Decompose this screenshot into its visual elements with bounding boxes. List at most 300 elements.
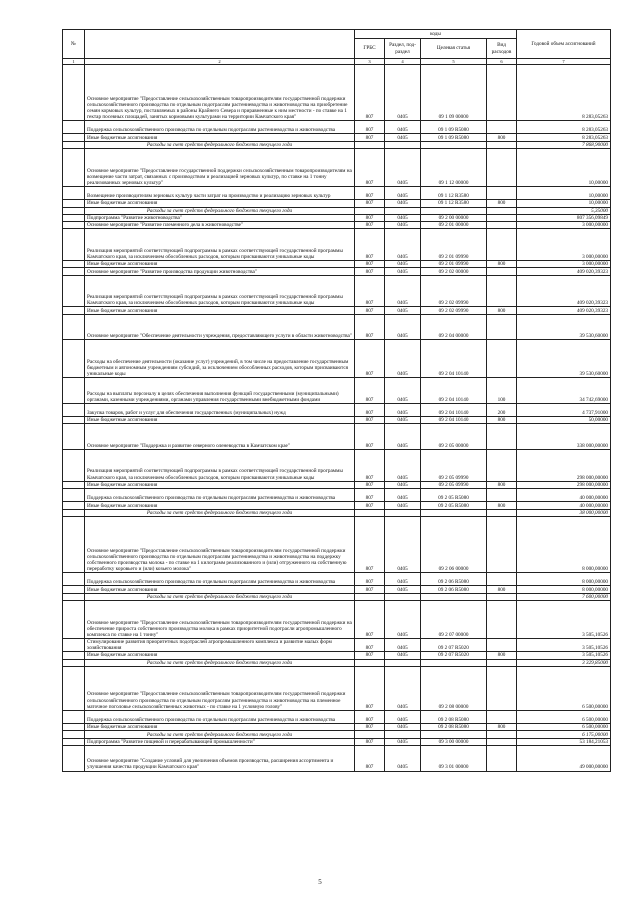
table-row	[63, 573, 611, 586]
amount-cell: 8 000,00000	[517, 516, 611, 572]
table-row	[63, 222, 611, 229]
num-cell	[63, 509, 85, 516]
razdel-cell: 0405	[385, 307, 421, 314]
amount-cell: 40 000,00000	[517, 502, 611, 509]
num-cell	[63, 340, 85, 378]
amount-cell: 6 175,00000	[517, 731, 611, 738]
table-row	[63, 134, 611, 141]
table-row	[63, 724, 611, 731]
description-cell: Основное мероприятие "Предоставление государственной поддержки сельскохозяйственным товаропроизводителям на возмещение части затрат, связанных с производством и реализацией зерновых культур, по ставке на 1 тонну реализованных зерновых культур"	[85, 149, 355, 187]
amount-cell: 7 600,00000	[517, 593, 611, 600]
table-row	[63, 666, 611, 710]
razdel-cell: 0405	[385, 268, 421, 275]
expense-type-cell	[487, 731, 517, 738]
expense-type-cell	[487, 275, 517, 307]
table-row	[63, 638, 611, 651]
razdel-cell: 0405	[385, 449, 421, 481]
expense-type-cell: 800	[487, 134, 517, 141]
num-cell	[63, 214, 85, 221]
description-cell: Основное мероприятие "Развитие производства продукции животноводства"	[85, 268, 355, 275]
grbs-cell: 807	[355, 745, 385, 771]
header-annual-volume: Годовой объем ассигнований	[517, 30, 611, 59]
target-article-cell	[421, 141, 487, 148]
grbs-cell: 807	[355, 481, 385, 488]
expense-type-cell	[487, 149, 517, 187]
target-article-cell: 09 2 06 R5080	[421, 573, 487, 586]
num-cell	[63, 659, 85, 666]
grbs-cell: 807	[355, 121, 385, 134]
num-cell	[63, 573, 85, 586]
grbs-cell: 807	[355, 724, 385, 731]
amount-cell: 6 500,00000	[517, 666, 611, 710]
grbs-cell: 807	[355, 261, 385, 268]
razdel-cell: 0405	[385, 652, 421, 659]
amount-cell: 409 020,39323	[517, 275, 611, 307]
col-index: 6	[487, 59, 517, 65]
expense-type-cell	[487, 229, 517, 261]
razdel-cell: 0405	[385, 424, 421, 450]
amount-cell: 3 505,10526	[517, 652, 611, 659]
target-article-cell	[421, 659, 487, 666]
grbs-cell: 807	[355, 738, 385, 745]
amount-cell: 10,00000	[517, 186, 611, 199]
expense-type-cell: 800	[487, 307, 517, 314]
num-cell	[63, 449, 85, 481]
description-cell: Реализация мероприятий соответствующей подпрограммы в рамках соответствующей государственной программы Камчатского края, за исключением обособленных расходов, которым присваиваются уникальные коды	[85, 449, 355, 481]
table-row	[63, 268, 611, 275]
description-cell: Расходы на обеспечение деятельности (оказание услуг) учреждений, в том числе на предоставление государственным бюджетным и автономным учреждениям субсидий, за исключением обособленных расходов, которым присваиваются уникальные коды	[85, 340, 355, 378]
table-row	[63, 307, 611, 314]
table-row	[63, 141, 611, 148]
grbs-cell: 807	[355, 488, 385, 501]
description-cell: Основное мероприятие "Предоставление сельскохозяйственным товаропроизводителям государственной поддержки сельскохозяйственного производства по отдельным подотраслям растениеводства и животноводства на поддержку собственного производства молока - по ставке на 1 килограмм реализованного и (или) отгруженного на собственную переработку коровьего и (или) козьего молока"	[85, 516, 355, 572]
table-row	[63, 481, 611, 488]
description-cell: Реализация мероприятий соответствующей подпрограммы в рамках соответствующей государственной программы Камчатского края, за исключением обособленных расходов, которым присваиваются уникальные коды	[85, 275, 355, 307]
target-article-cell	[421, 207, 487, 214]
amount-cell: 8 283,05263	[517, 121, 611, 134]
grbs-cell: 807	[355, 666, 385, 710]
table-row	[63, 314, 611, 340]
razdel-cell: 0405	[385, 417, 421, 424]
target-article-cell: 09 1 09 R5080	[421, 134, 487, 141]
expense-type-cell	[487, 738, 517, 745]
expense-type-cell	[487, 488, 517, 501]
description-cell: Подпрограмма "Развитие животноводства"	[85, 214, 355, 221]
budget-table	[62, 29, 611, 772]
expense-type-cell: 800	[487, 200, 517, 207]
target-article-cell: 09 2 01 00000	[421, 222, 487, 229]
target-article-cell: 09 2 08 R5080	[421, 710, 487, 723]
description-cell: Иные бюджетные ассигнования	[85, 307, 355, 314]
header-codes: коды	[355, 30, 517, 39]
num-cell	[63, 378, 85, 404]
amount-cell: 3 505,10526	[517, 638, 611, 651]
header-razdel: Раздел, под-раздел	[385, 39, 421, 59]
description-cell: Подпрограмма "Развитие пищевой и перерабатывающей промышленности"	[85, 738, 355, 745]
amount-cell: 7 868,90000	[517, 141, 611, 148]
table-row	[63, 738, 611, 745]
grbs-cell: 807	[355, 638, 385, 651]
num-cell	[63, 481, 85, 488]
grbs-cell: 807	[355, 314, 385, 340]
target-article-cell: 09 2 04 10140	[421, 417, 487, 424]
target-article-cell: 09 2 05 R5080	[421, 502, 487, 509]
num-cell	[63, 666, 85, 710]
description-cell: Иные бюджетные ассигнования	[85, 417, 355, 424]
table-row	[63, 509, 611, 516]
target-article-cell: 09 1 09 R5080	[421, 121, 487, 134]
table-row	[63, 149, 611, 187]
num-cell	[63, 724, 85, 731]
num-cell	[63, 417, 85, 424]
table-row	[63, 488, 611, 501]
razdel-cell: 0405	[385, 222, 421, 229]
table-row	[63, 502, 611, 509]
target-article-cell: 09 2 08 R5080	[421, 724, 487, 731]
target-article-cell: 09 1 09 00000	[421, 65, 487, 121]
description-cell: Основное мероприятие "Предоставление сельскохозяйственным товаропроизводителям государственной поддержки на обеспечение прироста собственного производства молока в рамках приоритетной подотрасли агропромышленного комплекса по ставке на 1 тонну"	[85, 601, 355, 639]
amount-cell: 338 000,00000	[517, 424, 611, 450]
header-description	[85, 30, 355, 59]
target-article-cell: 09 2 06 00000	[421, 516, 487, 572]
grbs-cell: 807	[355, 449, 385, 481]
expense-type-cell	[487, 424, 517, 450]
num-cell	[63, 149, 85, 187]
target-article-cell: 09 2 04 10140	[421, 378, 487, 404]
grbs-cell: 807	[355, 652, 385, 659]
amount-cell: 39 530,60000	[517, 314, 611, 340]
razdel-cell: 0405	[385, 340, 421, 378]
num-cell	[63, 424, 85, 450]
amount-cell: 298 000,00000	[517, 481, 611, 488]
table-row	[63, 731, 611, 738]
amount-cell: 298 000,00000	[517, 449, 611, 481]
description-cell: Поддержка сельскохозяйственного производства по отдельным подотраслям растениеводства и животноводства	[85, 573, 355, 586]
description-cell: Расходы за счет средств федерального бюджета текущего года	[85, 509, 355, 516]
expense-type-cell: 800	[487, 586, 517, 593]
razdel-cell: 0405	[385, 314, 421, 340]
col-index: 2	[85, 59, 355, 65]
description-cell: Иные бюджетные ассигнования	[85, 261, 355, 268]
expense-type-cell	[487, 340, 517, 378]
expense-type-cell	[487, 121, 517, 134]
table-row	[63, 593, 611, 600]
target-article-cell: 09 2 01 09990	[421, 261, 487, 268]
page-number: 5	[318, 878, 322, 886]
target-article-cell: 09 3 00 00000	[421, 738, 487, 745]
grbs-cell: 807	[355, 516, 385, 572]
target-article-cell	[421, 593, 487, 600]
target-article-cell: 09 2 02 00000	[421, 268, 487, 275]
amount-cell: 409 020,39323	[517, 268, 611, 275]
expense-type-cell	[487, 509, 517, 516]
amount-cell: 10,00000	[517, 200, 611, 207]
expense-type-cell	[487, 638, 517, 651]
col-index: 7	[517, 59, 611, 65]
grbs-cell: 807	[355, 586, 385, 593]
table-row	[63, 186, 611, 199]
razdel-cell	[385, 141, 421, 148]
razdel-cell	[385, 207, 421, 214]
target-article-cell: 09 1 12 R3580	[421, 200, 487, 207]
target-article-cell: 09 2 00 00000	[421, 214, 487, 221]
grbs-cell: 807	[355, 149, 385, 187]
amount-cell: 49 000,00000	[517, 745, 611, 771]
razdel-cell: 0405	[385, 65, 421, 121]
expense-type-cell	[487, 268, 517, 275]
target-article-cell: 09 2 04 10140	[421, 403, 487, 416]
target-article-cell: 09 2 07 00000	[421, 601, 487, 639]
table-row	[63, 121, 611, 134]
grbs-cell	[355, 207, 385, 214]
expense-type-cell	[487, 314, 517, 340]
grbs-cell: 807	[355, 65, 385, 121]
num-cell	[63, 710, 85, 723]
razdel-cell: 0405	[385, 121, 421, 134]
num-cell	[63, 200, 85, 207]
table-row	[63, 710, 611, 723]
description-cell: Поддержка сельскохозяйственного производства по отдельным подотраслям растениеводства и животноводства	[85, 488, 355, 501]
razdel-cell: 0405	[385, 573, 421, 586]
col-index: 5	[421, 59, 487, 65]
razdel-cell: 0405	[385, 403, 421, 416]
razdel-cell: 0405	[385, 488, 421, 501]
amount-cell: 5,35000	[517, 207, 611, 214]
amount-cell: 409 020,39323	[517, 307, 611, 314]
table-row	[63, 745, 611, 771]
num-cell	[63, 731, 85, 738]
grbs-cell: 807	[355, 307, 385, 314]
amount-cell: 3 000,00000	[517, 261, 611, 268]
grbs-cell: 807	[355, 424, 385, 450]
amount-cell: 34 742,69000	[517, 378, 611, 404]
num-cell	[63, 275, 85, 307]
description-cell: Иные бюджетные ассигнования	[85, 502, 355, 509]
num-cell	[63, 307, 85, 314]
num-cell	[63, 314, 85, 340]
razdel-cell	[385, 509, 421, 516]
table-row	[63, 652, 611, 659]
target-article-cell: 09 2 01 09990	[421, 229, 487, 261]
grbs-cell	[355, 731, 385, 738]
razdel-cell: 0405	[385, 481, 421, 488]
num-cell	[63, 586, 85, 593]
table-row	[63, 403, 611, 416]
header-target-article: Целевая статья	[421, 39, 487, 59]
razdel-cell: 0405	[385, 200, 421, 207]
grbs-cell: 807	[355, 214, 385, 221]
expense-type-cell	[487, 141, 517, 148]
razdel-cell: 0405	[385, 229, 421, 261]
description-cell: Иные бюджетные ассигнования	[85, 200, 355, 207]
razdel-cell: 0405	[385, 601, 421, 639]
num-cell	[63, 186, 85, 199]
description-cell: Расходы на выплаты персоналу в целях обеспечения выполнения функций государственными (муниципальными) органами, казенными учреждениями, органами управления государственными внебюджетными фондами	[85, 378, 355, 404]
table-body	[63, 65, 611, 772]
table-row	[63, 261, 611, 268]
expense-type-cell	[487, 593, 517, 600]
expense-type-cell	[487, 710, 517, 723]
amount-cell: 3 000,00000	[517, 222, 611, 229]
target-article-cell: 09 2 06 R5080	[421, 586, 487, 593]
razdel-cell: 0405	[385, 149, 421, 187]
header-expense-type: Вид расходов	[487, 39, 517, 59]
amount-cell: 8 000,00000	[517, 586, 611, 593]
amount-cell: 53 184,21053	[517, 738, 611, 745]
expense-type-cell	[487, 449, 517, 481]
description-cell: Реализация мероприятий соответствующей подпрограммы в рамках соответствующей государственной программы Камчатского края, за исключением обособленных расходов, которым присваиваются уникальные коды	[85, 229, 355, 261]
amount-cell: 4 737,91000	[517, 403, 611, 416]
header-number: №	[63, 30, 85, 59]
expense-type-cell	[487, 745, 517, 771]
description-cell: Основное мероприятие "Развитие племенного дела в животноводстве"	[85, 222, 355, 229]
description-cell: Расходы за счет средств федерального бюджета текущего года	[85, 659, 355, 666]
expense-type-cell: 800	[487, 417, 517, 424]
description-cell: Иные бюджетные ассигнования	[85, 586, 355, 593]
table-row	[63, 214, 611, 221]
amount-cell: 3 000,00000	[517, 229, 611, 261]
grbs-cell: 807	[355, 378, 385, 404]
description-cell: Основное мероприятие "Создание условий для увеличения объемов производства, расширения ассортимента и улучшения качества продукции Камчатского края"	[85, 745, 355, 771]
grbs-cell	[355, 659, 385, 666]
grbs-cell: 807	[355, 403, 385, 416]
num-cell	[63, 502, 85, 509]
table-row	[63, 229, 611, 261]
target-article-cell: 09 2 02 09990	[421, 307, 487, 314]
razdel-cell: 0405	[385, 724, 421, 731]
num-cell	[63, 638, 85, 651]
expense-type-cell	[487, 222, 517, 229]
expense-type-cell	[487, 666, 517, 710]
num-cell	[63, 121, 85, 134]
num-cell	[63, 268, 85, 275]
amount-cell: 3 329,85000	[517, 659, 611, 666]
target-article-cell: 09 2 04 00000	[421, 314, 487, 340]
description-cell: Поддержка сельскохозяйственного производства по отдельным подотраслям растениеводства и животноводства	[85, 710, 355, 723]
razdel-cell: 0405	[385, 638, 421, 651]
num-cell	[63, 222, 85, 229]
target-article-cell: 09 1 12 00000	[421, 149, 487, 187]
expense-type-cell: 800	[487, 724, 517, 731]
table-row	[63, 516, 611, 572]
table-row	[63, 601, 611, 639]
grbs-cell: 807	[355, 222, 385, 229]
expense-type-cell: 200	[487, 403, 517, 416]
table-row	[63, 275, 611, 307]
razdel-cell: 0405	[385, 516, 421, 572]
target-article-cell: 09 2 05 09990	[421, 481, 487, 488]
target-article-cell: 09 2 07 R5020	[421, 652, 487, 659]
description-cell: Расходы за счет средств федерального бюджета текущего года	[85, 207, 355, 214]
razdel-cell: 0405	[385, 745, 421, 771]
grbs-cell: 807	[355, 186, 385, 199]
num-cell	[63, 593, 85, 600]
target-article-cell	[421, 731, 487, 738]
description-cell: Расходы за счет средств федерального бюджета текущего года	[85, 731, 355, 738]
grbs-cell: 807	[355, 601, 385, 639]
num-cell	[63, 745, 85, 771]
table-row	[63, 449, 611, 481]
col-index: 3	[355, 59, 385, 65]
header-grbs: ГРБС	[355, 39, 385, 59]
col-index: 4	[385, 59, 421, 65]
num-cell	[63, 516, 85, 572]
grbs-cell: 807	[355, 417, 385, 424]
description-cell: Основное мероприятие "Предоставление сельскохозяйственным товаропроизводителям государственной поддержки сельскохозяйственного производства по отдельным подотраслям растениеводства и животноводства на приобретение семян кормовых культур, поставляемых в районы Крайнего Севера и приравненные к ним местности - по ставке на 1 гектар посевных площадей, занятых кормовыми культурами на территории Камчатского края"	[85, 65, 355, 121]
description-cell: Основное мероприятие "Поддержка и развитие северного оленеводства в Камчатском крае"	[85, 424, 355, 450]
grbs-cell: 807	[355, 229, 385, 261]
grbs-cell: 807	[355, 200, 385, 207]
num-cell	[63, 738, 85, 745]
num-cell	[63, 488, 85, 501]
table-row	[63, 586, 611, 593]
target-article-cell: 09 2 05 R5080	[421, 488, 487, 501]
grbs-cell	[355, 509, 385, 516]
razdel-cell	[385, 731, 421, 738]
table-row	[63, 659, 611, 666]
amount-cell: 8 283,05263	[517, 65, 611, 121]
grbs-cell: 807	[355, 275, 385, 307]
expense-type-cell	[487, 207, 517, 214]
amount-cell: 3 505,10526	[517, 601, 611, 639]
amount-cell: 39 530,60000	[517, 340, 611, 378]
grbs-cell	[355, 141, 385, 148]
amount-cell: 10,00000	[517, 149, 611, 187]
table-row	[63, 200, 611, 207]
grbs-cell	[355, 593, 385, 600]
razdel-cell	[385, 593, 421, 600]
grbs-cell: 807	[355, 134, 385, 141]
expense-type-cell	[487, 601, 517, 639]
num-cell	[63, 652, 85, 659]
expense-type-cell: 800	[487, 652, 517, 659]
target-article-cell: 09 2 05 09990	[421, 449, 487, 481]
razdel-cell: 0405	[385, 186, 421, 199]
num-cell	[63, 134, 85, 141]
amount-cell: 6 500,00000	[517, 724, 611, 731]
description-cell: Поддержка сельскохозяйственного производства по отдельным подотраслям растениеводства и животноводства	[85, 121, 355, 134]
target-article-cell: 09 2 05 00000	[421, 424, 487, 450]
target-article-cell: 09 1 12 R3580	[421, 186, 487, 199]
expense-type-cell	[487, 65, 517, 121]
table-row	[63, 417, 611, 424]
razdel-cell: 0405	[385, 261, 421, 268]
expense-type-cell	[487, 186, 517, 199]
expense-type-cell: 100	[487, 378, 517, 404]
target-article-cell: 09 2 08 00000	[421, 666, 487, 710]
num-cell	[63, 65, 85, 121]
target-article-cell: 09 2 07 R5020	[421, 638, 487, 651]
description-cell: Закупка товаров, работ и услуг для обеспечения государственных (муниципальных) нужд	[85, 403, 355, 416]
description-cell: Иные бюджетные ассигнования	[85, 481, 355, 488]
razdel-cell: 0405	[385, 710, 421, 723]
amount-cell: 8 283,05263	[517, 134, 611, 141]
grbs-cell: 807	[355, 573, 385, 586]
grbs-cell: 807	[355, 502, 385, 509]
razdel-cell: 0405	[385, 666, 421, 710]
grbs-cell: 807	[355, 710, 385, 723]
description-cell: Основное мероприятие "Предоставление сельскохозяйственным товаропроизводителям государственной поддержки сельскохозяйственного производства по отдельным подотраслям растениеводства и животноводства на племенное маточное поголовье сельскохозяйственных животных - по ставке на 1 условную голову"	[85, 666, 355, 710]
description-cell: Иные бюджетные ассигнования	[85, 652, 355, 659]
expense-type-cell	[487, 516, 517, 572]
table-row	[63, 207, 611, 214]
grbs-cell: 807	[355, 340, 385, 378]
razdel-cell: 0405	[385, 738, 421, 745]
num-cell	[63, 141, 85, 148]
col-index: 1	[63, 59, 85, 65]
table-row	[63, 424, 611, 450]
amount-cell: 807 356,09849	[517, 214, 611, 221]
